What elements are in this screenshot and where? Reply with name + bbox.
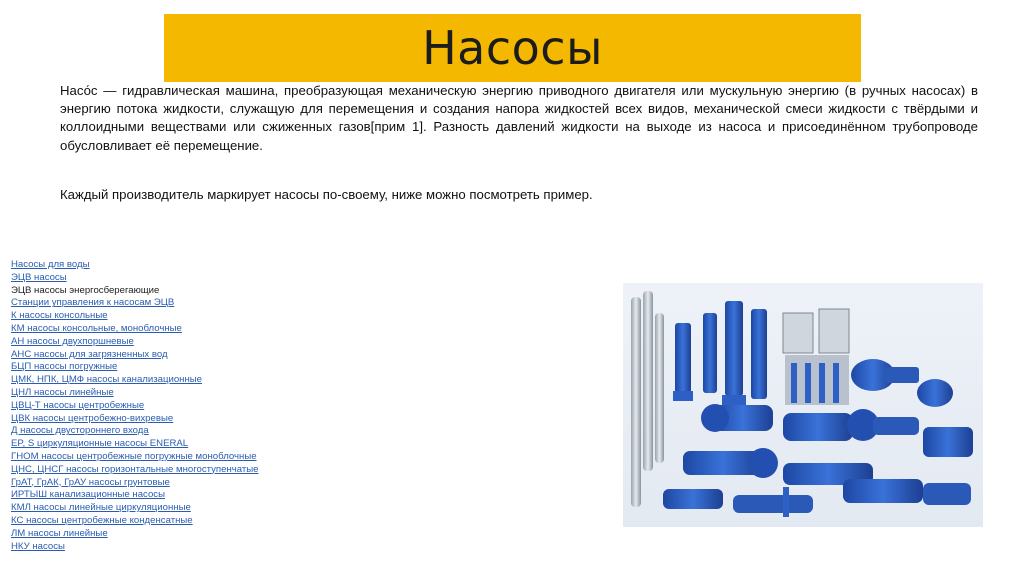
intro-paragraph: Насо́с — гидравлическая машина, преобразующая механическую энергию приводного двигателя или мускульную энергию (в ручных насосах) в энергию потока жидкости, служащую для перемещения и создания напора жидкостей всех видов, механической смеси жидкости с твёрдыми и коллоидными веществами или сжиженных газов[прим 1]. Разность давлений жидкости на выходе из насоса и присоединённом трубопроводе обусловливает её перемещение. <box>60 83 978 153</box>
list-item <box>11 285 311 298</box>
pump-link[interactable]: ЭЦВ насосы <box>11 271 67 283</box>
list-item[interactable] <box>11 489 311 502</box>
title-bar <box>164 14 861 82</box>
note-paragraph: Каждый производитель маркирует насосы по-своему, ниже можно посмотреть пример. <box>60 187 593 202</box>
pump-link[interactable]: ИРТЫШ канализационные насосы <box>11 489 165 501</box>
list-item[interactable] <box>11 541 311 554</box>
pump-link[interactable]: АНС насосы для загрязненных вод <box>11 348 168 360</box>
list-item[interactable] <box>11 502 311 515</box>
list-item[interactable] <box>11 387 311 400</box>
list-item[interactable] <box>11 272 311 285</box>
list-item[interactable] <box>11 374 311 387</box>
list-item[interactable] <box>11 259 311 272</box>
pump-links-list <box>11 259 311 553</box>
pump-link[interactable]: ГрАТ, ГрАК, ГрАУ насосы грунтовые <box>11 476 170 488</box>
pump-link[interactable]: Насосы для воды <box>11 259 90 270</box>
pump-text: ЭЦВ насосы энергосберегающие <box>11 284 160 296</box>
list-item[interactable] <box>11 413 311 426</box>
pumps-illustration <box>623 283 983 527</box>
list-item[interactable] <box>11 515 311 528</box>
list-item[interactable] <box>11 310 311 323</box>
list-item[interactable] <box>11 361 311 374</box>
pumps-photo <box>623 283 983 527</box>
pump-link[interactable]: ЦНС, ЦНСГ насосы горизонтальные многоступенчатые <box>11 463 259 475</box>
list-item[interactable] <box>11 438 311 451</box>
pump-link[interactable]: К насосы консольные <box>11 310 108 322</box>
pump-link[interactable]: ЦМК, НПК, ЦМФ насосы канализационные <box>11 374 203 386</box>
list-item[interactable] <box>11 336 311 349</box>
pump-link[interactable]: КМ насосы консольные, моноблочные <box>11 322 182 334</box>
pump-link[interactable]: EP, S циркуляционные насосы ENERAL <box>11 438 189 450</box>
list-item[interactable] <box>11 323 311 336</box>
list-item[interactable] <box>11 451 311 464</box>
pump-link[interactable]: ЦВЦ-Т насосы центробежные <box>11 399 145 411</box>
pump-link[interactable]: КМЛ насосы линейные циркуляционные <box>11 502 191 514</box>
list-item[interactable] <box>11 464 311 477</box>
list-item[interactable] <box>11 297 311 310</box>
pump-link[interactable]: ГНОМ насосы центробежные погружные моноблочные <box>11 450 257 462</box>
list-item[interactable] <box>11 477 311 490</box>
pump-link[interactable]: Д насосы двустороннего входа <box>11 425 149 437</box>
pump-link[interactable]: БЦП насосы погружные <box>11 361 118 373</box>
pump-link[interactable]: ЛМ насосы линейные <box>11 527 108 539</box>
list-item[interactable] <box>11 425 311 438</box>
pump-link[interactable]: КС насосы центробежные конденсатные <box>11 514 193 526</box>
list-item[interactable] <box>11 349 311 362</box>
list-item[interactable] <box>11 528 311 541</box>
pump-link[interactable]: ЦВК насосы центробежно-вихревые <box>11 412 174 424</box>
pump-link[interactable]: АН насосы двухпоршневые <box>11 335 134 347</box>
list-item[interactable] <box>11 400 311 413</box>
pump-link[interactable]: НКУ насосы <box>11 540 65 552</box>
pump-link[interactable]: ЦНЛ насосы линейные <box>11 386 114 398</box>
slide-title: Насосы <box>422 21 603 75</box>
pump-link[interactable]: Станции управления к насосам ЭЦВ <box>11 297 175 309</box>
